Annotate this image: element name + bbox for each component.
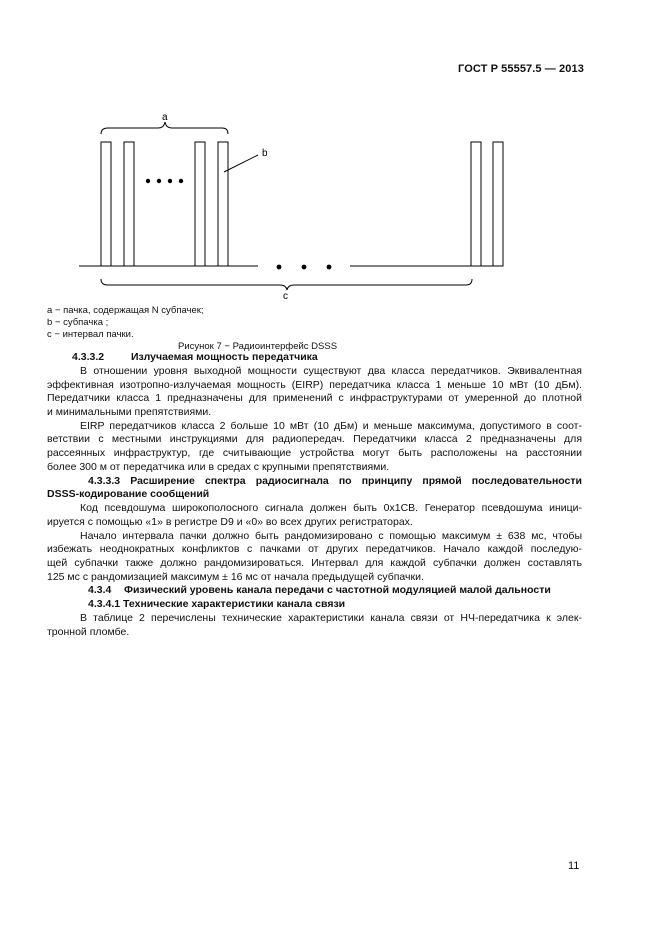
- section-title: 4.3.3.3 Расширение спектра радиосигнала по принципу прямой последовательности: [88, 475, 582, 487]
- ellipsis-dot: [327, 265, 332, 270]
- legend-item-c: c − интервал пачки.: [47, 329, 134, 340]
- label-b: b: [262, 148, 268, 159]
- ellipsis-dot: [179, 179, 183, 183]
- section-title: 4.3.4.1 Технические характеристики канала связи: [88, 598, 346, 610]
- subburst-pulse: [124, 142, 134, 266]
- brace-c: [101, 279, 472, 290]
- document-header: ГОСТ Р 55557.5 — 2013: [458, 63, 584, 75]
- legend-item-a: a − пачка, содержащая N субпачек;: [47, 305, 204, 316]
- paragraph-line: В отношении уровня выходной мощности существуют два класса передатчиков. Эквивалентная: [80, 365, 582, 377]
- paragraph-line: Начало интервала пачки должно быть рандомизировано с помощью максимум ± 638 мс, чтобы: [80, 530, 582, 542]
- label-a: a: [162, 112, 168, 123]
- paragraph-line: рассеянных инфраструктур, где считывающие устройства могут быть расположены на расстоянии: [47, 447, 582, 459]
- page-number: 11: [568, 860, 580, 872]
- ellipsis-dot: [157, 179, 161, 183]
- subburst-pulse: [218, 142, 228, 266]
- paragraph-line: 125 мс с рандомизацией максимум ± 16 мс от начала предыдущей субпачки.: [47, 571, 424, 583]
- dsss-radio-interface-figure: [0, 0, 661, 340]
- legend-item-b: b − субпачка ;: [47, 317, 109, 328]
- subburst-pulse: [195, 142, 205, 266]
- leader-b: [224, 155, 258, 172]
- section-title: Излучаемая мощность передатчика: [131, 351, 318, 363]
- brace-a: [101, 122, 228, 134]
- paragraph-line: EIRP передатчиков класса 2 больше 10 мВт (10 дБм) и меньше максимума, допустимого в соот-: [80, 420, 582, 432]
- paragraph-line: щей субпачки также должно рандомизироваться. Интервал для каждой субпачки должен составлять: [47, 557, 582, 569]
- ellipsis-dot: [146, 179, 150, 183]
- paragraph-line: тронной пломбе.: [47, 626, 130, 638]
- subburst-pulse: [101, 142, 111, 266]
- section-number: 4.3.3.2: [72, 351, 105, 363]
- figure-caption: Рисунок 7 − Радиоинтерфейс DSSS: [178, 341, 338, 352]
- paragraph-line: Передатчики класса 1 предназначены для применений с инфраструктурами от умеренной до плотной: [47, 392, 582, 404]
- paragraph-line: избежать неоднократных конфликтов с пачками от других передатчиков. Начало каждой последую-: [47, 543, 582, 555]
- section-title: Физический уровень канала передачи с частотной модуляцией малой дальности: [124, 584, 551, 596]
- paragraph-line: и минимальными препятствиями.: [47, 406, 212, 418]
- label-c: c: [283, 291, 288, 302]
- section-number: 4.3.4: [88, 584, 112, 596]
- paragraph-line: эффективная изотропно-излучаемая мощность (EIRP) передатчика класса 1 меньше 10 мВт (10 дБм).: [47, 379, 582, 391]
- paragraph-line: ветствии с местными инструкциями для радиопередач. Передатчики класса 2 предназначены для: [47, 433, 582, 445]
- ellipsis-dot: [277, 265, 282, 270]
- paragraph-line: Код псевдошума широкополосного сигнала должен быть 0x1CB. Генератор псевдошума иници-: [80, 502, 582, 514]
- paragraph-line: В таблице 2 перечислены технические характеристики канала связи от НЧ-передатчика к элек-: [80, 612, 582, 624]
- subburst-pulse: [493, 142, 503, 266]
- subburst-pulse: [471, 142, 481, 266]
- ellipsis-dot: [168, 179, 172, 183]
- ellipsis-dot: [302, 265, 307, 270]
- paragraph-line: более 300 м от передатчика или в средах с крупными препятствиями.: [47, 461, 390, 473]
- section-title: DSSS-кодирование сообщений: [47, 488, 210, 500]
- paragraph-line: ируется с помощью «1» в регистре D9 и «0» во всех других регистраторах.: [47, 516, 413, 528]
